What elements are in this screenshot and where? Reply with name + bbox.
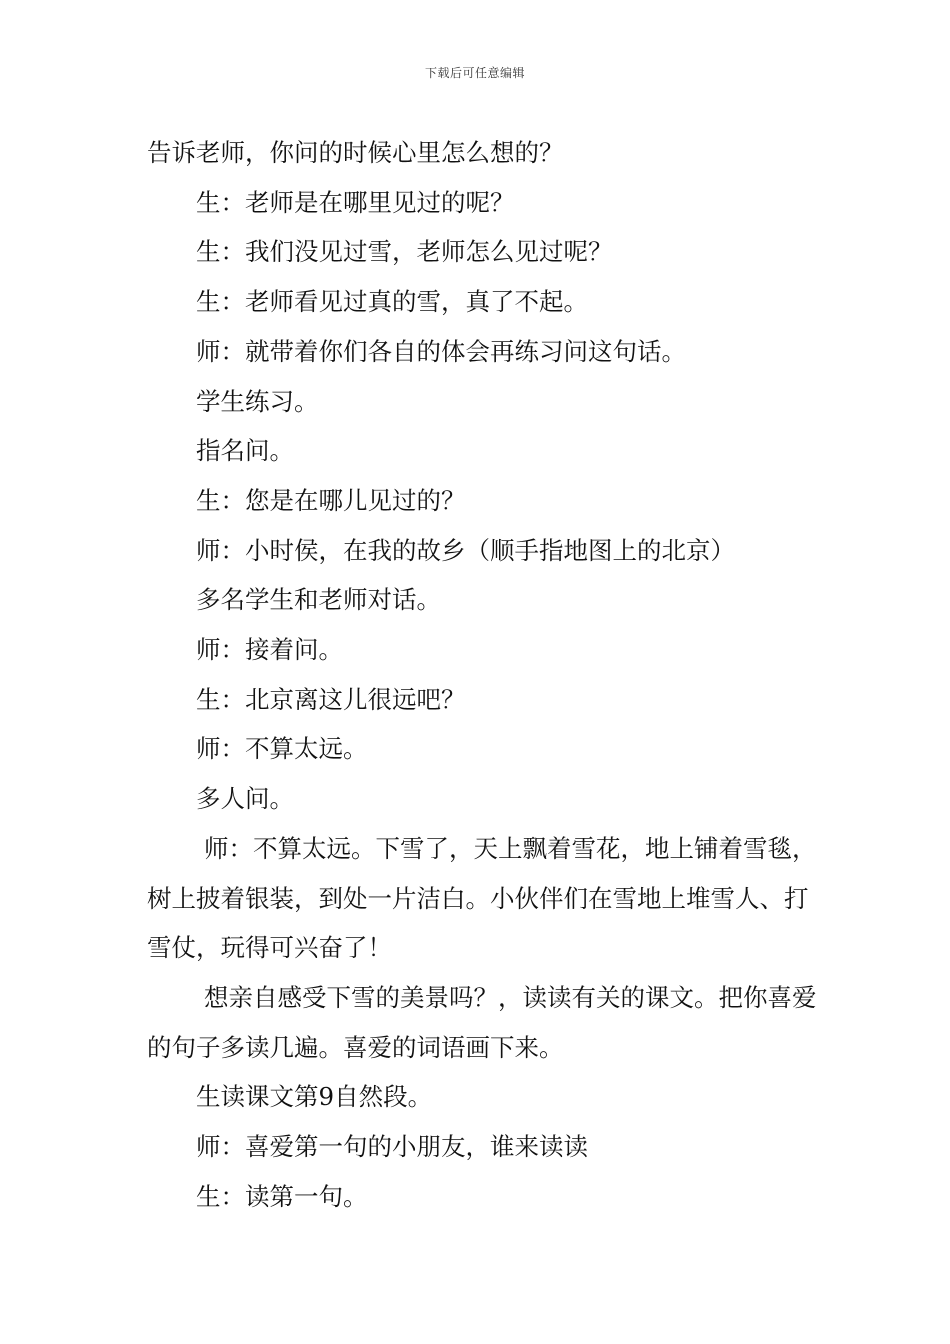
paragraph: 生：读第一句。 [196,1181,368,1211]
paragraph: 师：接着问。 [196,635,343,665]
paragraph: 师：小时侯，在我的故乡（顺手指地图上的北京） [196,535,735,565]
paragraph: 想亲自感受下雪的美景吗？，读读有关的课文。把你喜爱的句子多读几遍。喜爱的词语画下来。 [147,982,817,1062]
paragraph-continuation: 告诉老师，你问的时候心里怎么想的？ [147,138,564,167]
paragraph: 师：不算太远。 [196,734,368,764]
paragraph: 师：就带着你们各自的体会再练习问这句话。 [196,336,686,366]
paragraph: 多名学生和老师对话。 [196,585,441,615]
paragraph: 生：我们没见过雪，老师怎么见过呢？ [196,237,613,267]
paragraph: 多人问。 [196,784,294,814]
paragraph: 师：喜爱第一句的小朋友，谁来读读 [196,1132,588,1162]
document-body [147,128,817,1221]
paragraph: 指名问。 [196,436,294,466]
paragraph: 师：不算太远。下雪了，天上飘着雪花，地上铺着雪毯，树上披着银装，到处一片洁白。小伙伴们在雪地上堆雪人、打雪仗，玩得可兴奋了！ [147,833,817,963]
page-header: 下载后可任意编辑 [424,66,525,80]
paragraph: 生：老师看见过真的雪，真了不起。 [196,287,588,317]
paragraph: 生：北京离这儿很远吧？ [196,684,466,714]
paragraph: 生读课文第9自然段。 [196,1082,433,1112]
paragraph: 生：老师是在哪里见过的呢？ [196,187,515,217]
paragraph: 生：您是在哪儿见过的？ [196,485,466,515]
paragraph: 学生练习。 [196,386,319,416]
